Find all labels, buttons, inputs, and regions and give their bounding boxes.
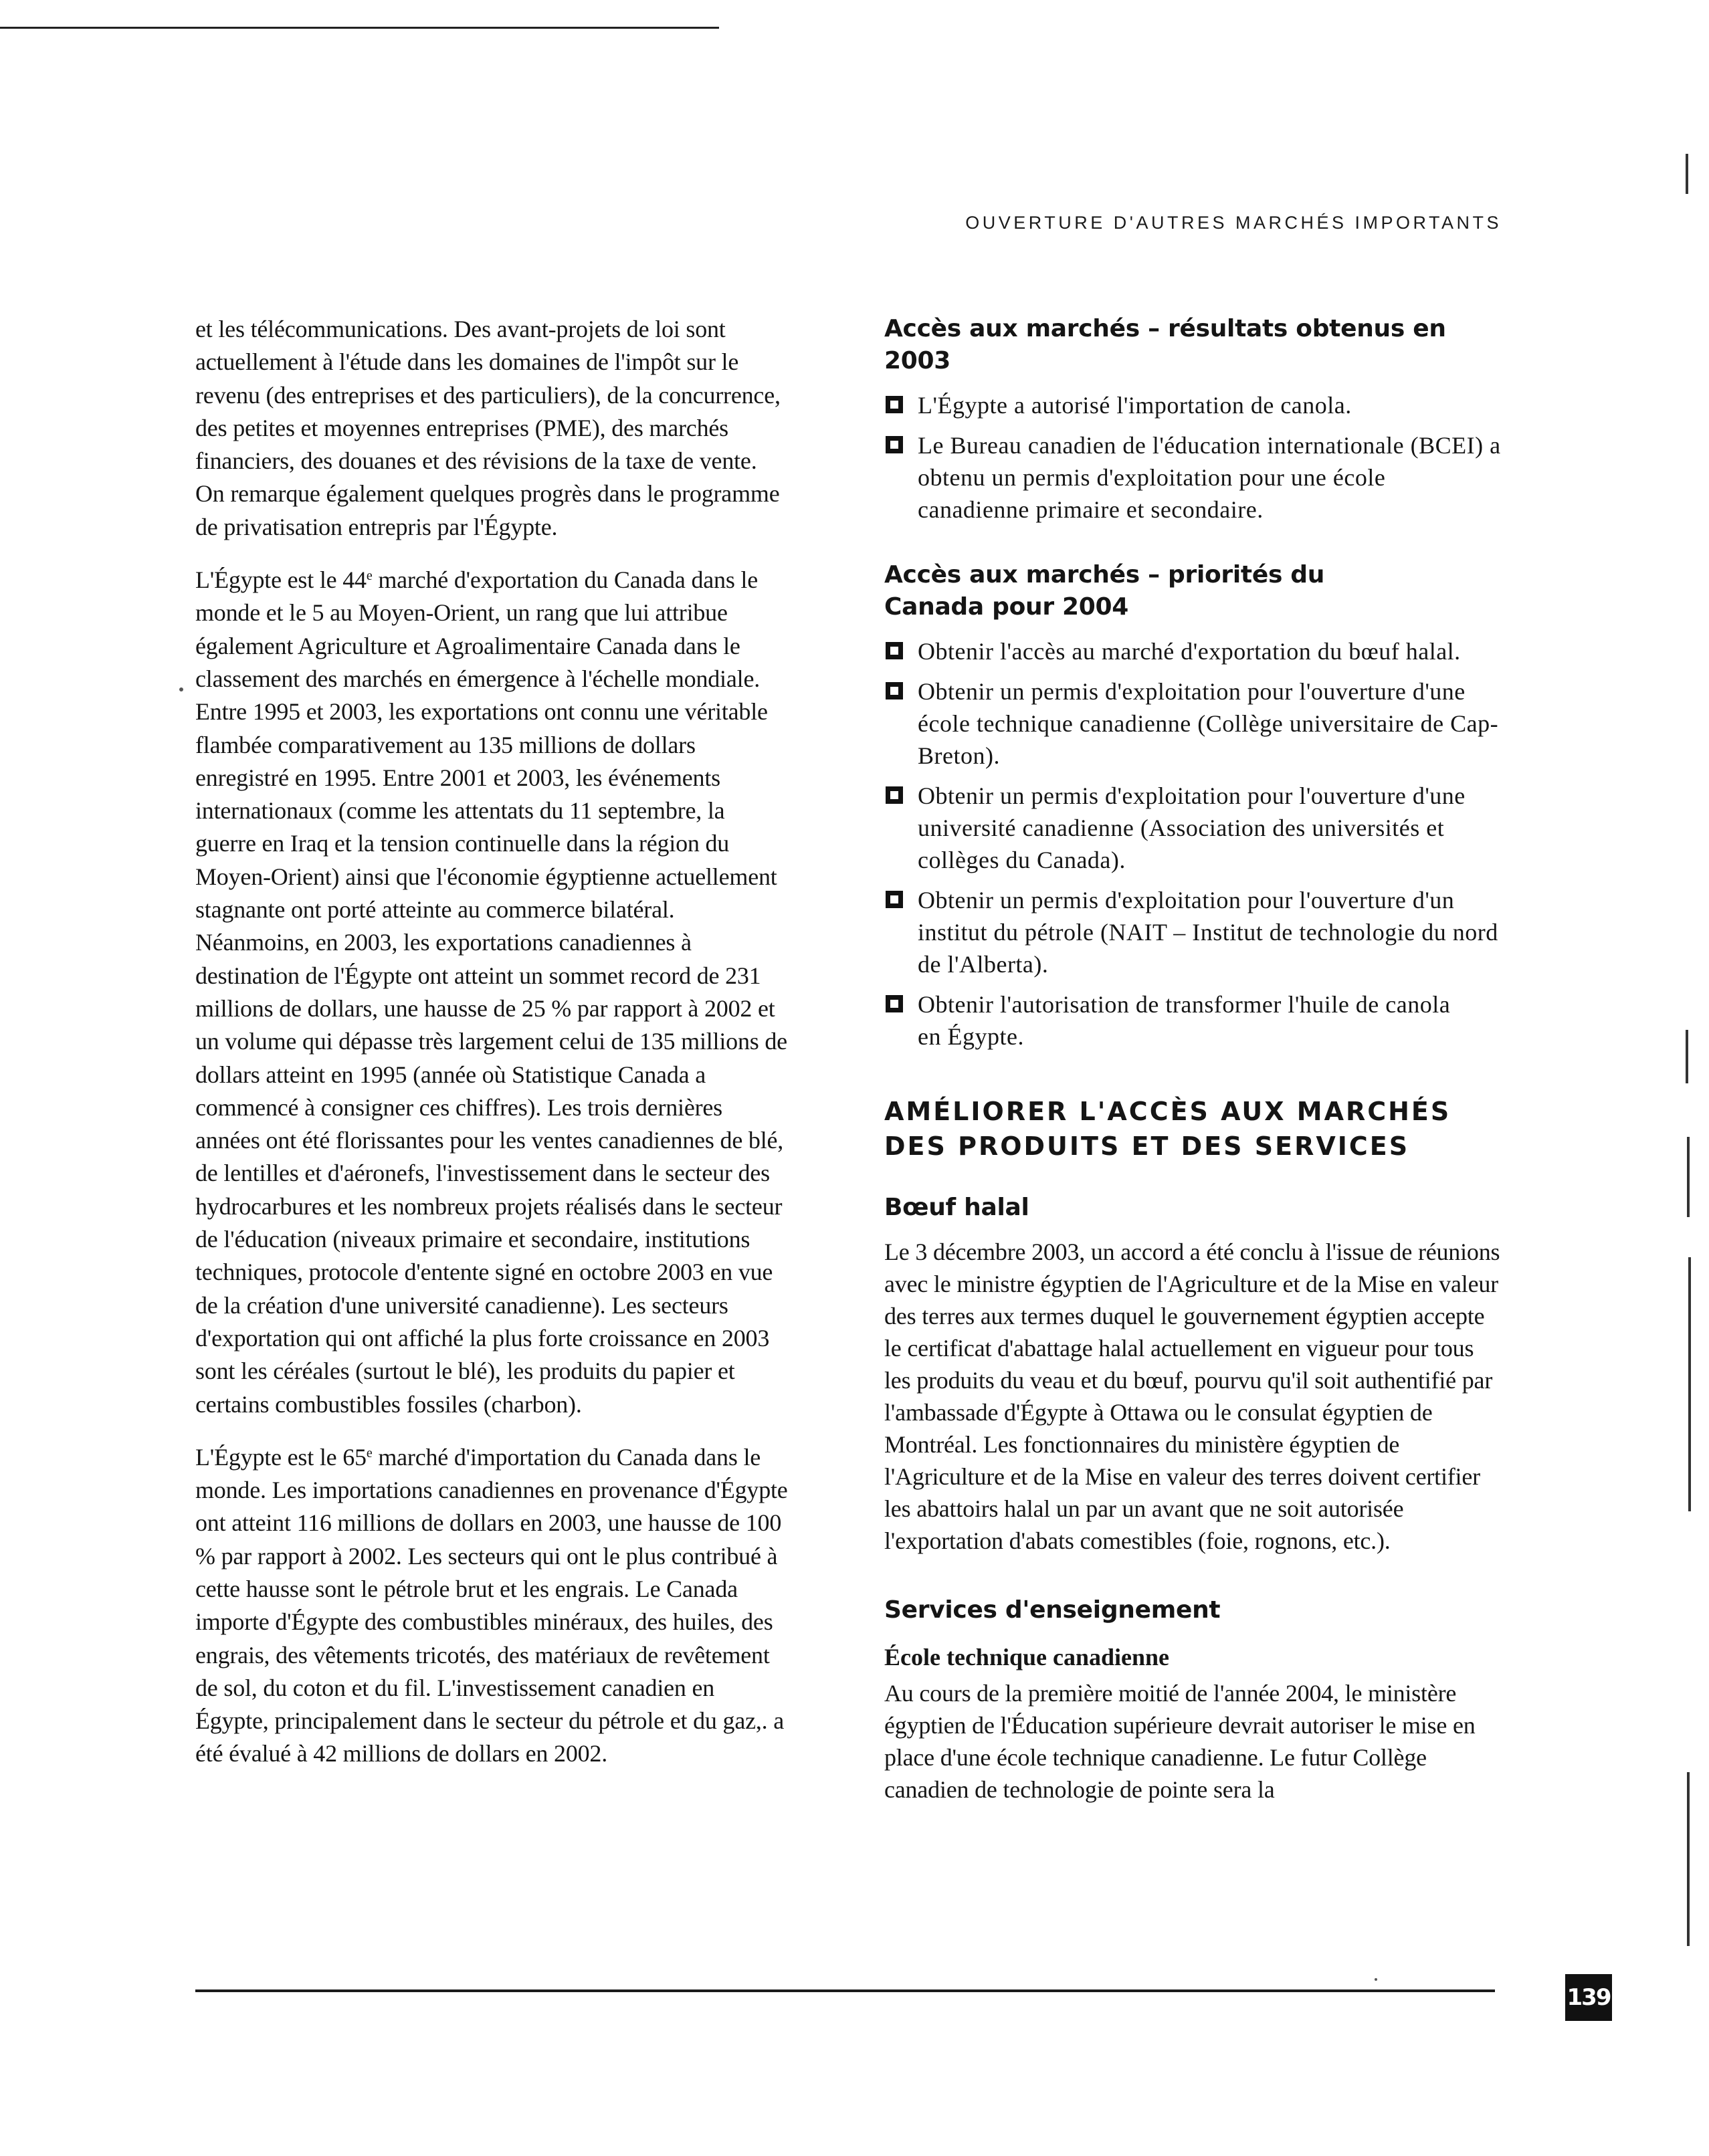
left-column xyxy=(195,313,791,1791)
square-bullet-icon xyxy=(886,436,903,453)
footer-rule xyxy=(195,1989,1495,1992)
paragraph-intro: et les télécommunications. Des avant-projets de loi sont actuellement à l'étude dans les domaines de l'impôt sur le revenu (des entreprises et des particuliers), de la concurrence, des petites et moyennes entreprises (PME), des marchés financiers, des douanes et des révisions de la taxe de vente. On remarque également quelques progrès dans le programme de privatisation entrepris par l'Égypte. xyxy=(195,316,781,540)
scan-edge-mark xyxy=(1686,1030,1688,1083)
top-scan-rule xyxy=(0,27,719,29)
scan-edge-mark xyxy=(1687,1137,1690,1217)
square-bullet-icon xyxy=(886,642,903,659)
heading-boeuf-halal: Bœuf halal xyxy=(884,1194,1029,1221)
heading-results-2003: Accès aux marchés – résultats obtenus en 2003 xyxy=(884,315,1446,374)
scan-edge-mark xyxy=(1688,1257,1691,1511)
right-column xyxy=(884,313,1503,1826)
heading-ecole-technique: École technique canadienne xyxy=(884,1644,1170,1670)
scan-speck xyxy=(179,687,183,691)
square-bullet-icon xyxy=(886,995,903,1012)
square-bullet-icon xyxy=(886,891,903,908)
square-bullet-icon xyxy=(886,682,903,699)
square-bullet-icon xyxy=(886,396,903,413)
page-number: 139 xyxy=(1565,1974,1612,2021)
paragraph-exports: L'Égypte est le 44e marché d'exportation du Canada dans le monde et le 5 au Moyen-Orient, un rang que lui attribue également Agriculture et Agroalimentaire Canada dans le classement des marchés en émergence à l'échelle mondiale. Entre 1995 et 2003, les exportations ont connu une véritable flambée comparativement au 135 millions de dollars enregistré en 1995. Entre 2001 et 2003, les événements internationaux (comme les attentats du 11 septembre, la guerre en Iraq et la tension continuelle dans la région du Moyen-Orient) ainsi que l'économie égyptienne actuellement stagnante ont porté atteinte au commerce bilatéral. Néanmoins, en 2003, les exportations canadiennes à destination de l'Égypte ont atteint un sommet record de 231 millions de dollars, une hausse de 25 % par rapport à 2002 et un volume qui dépasse très largement celui de 135 millions de dollars atteint en 1995 (année où Statistique Canada a commencé à consigner ces chiffres). Les trois dernières années ont été florissantes pour les ventes canadiennes de blé, de lentilles et d'aéronefs, l'investissement dans le secteur des hydrocarbures et les nombreux projets réalisés dans le secteur de l'éducation (niveaux primaire et secondaire, institutions techniques, protocole d'entente signé en octobre 2003 en vue de la création d'une université canadienne). Les secteurs d'exportation qui ont affiché la plus forte croissance en 2003 sont les céréales (surtout le blé), les produits du papier et certains combustibles fossiles (charbon). xyxy=(195,566,787,1418)
paragraph-boeuf-halal: Le 3 décembre 2003, un accord a été conclu à l'issue de réunions avec le ministre égyptien de l'Agriculture et de la Mise en valeur des terres aux termes duquel le gouvernement égyptien accepte le certificat d'abattage halal actuellement en vigueur pour tous les produits du veau et du bœuf, pourvu qu'il soit authentifié par l'ambassade d'Égypte à Ottawa ou le consulat égyptien de Montréal. Les fonctionnaires du ministère égyptien de l'Agriculture et de la Mise en valeur des terres doivent certifier les abattoirs halal un par un avant que ne soit autorisée l'exportation d'abats comestibles (foie, rognons, etc.). xyxy=(884,1238,1500,1554)
heading-services-enseignement: Services d'enseignement xyxy=(884,1596,1221,1624)
list-item: Obtenir un permis d'exploitation pour l'ouverture d'un institut du pétrole (NAIT – Institut de technologie du nord de l'Alberta). xyxy=(884,884,1503,980)
scan-edge-mark xyxy=(1686,154,1688,194)
running-head: OUVERTURE D'AUTRES MARCHÉS IMPORTANTS xyxy=(965,213,1502,233)
list-item: L'Égypte a autorisé l'importation de canola. xyxy=(884,389,1503,421)
list-item: Obtenir un permis d'exploitation pour l'ouverture d'une université canadienne (Association des universités et collèges du Canada). xyxy=(884,780,1503,876)
list-item: Obtenir l'autorisation de transformer l'huile de canola en Égypte. xyxy=(884,988,1466,1053)
section-heading: AMÉLIORER L'ACCÈS AUX MARCHÉS DES PRODUITS ET DES SERVICES xyxy=(884,1097,1451,1161)
paragraph-ecole-technique: Au cours de la première moitié de l'année 2004, le ministère égyptien de l'Éducation supérieure devrait autoriser le mise en place d'une école technique canadienne. Le futur Collège canadien de technologie de pointe sera la xyxy=(884,1680,1476,1803)
scan-edge-mark xyxy=(1687,1772,1690,1946)
priorities-list xyxy=(884,635,1503,1053)
scan-speck xyxy=(1375,1978,1377,1981)
square-bullet-icon xyxy=(886,786,903,804)
list-item: Obtenir un permis d'exploitation pour l'ouverture d'une école technique canadienne (Collège universitaire de Cap-Breton). xyxy=(884,675,1503,772)
list-item: Obtenir l'accès au marché d'exportation du bœuf halal. xyxy=(884,635,1466,667)
results-list xyxy=(884,389,1503,526)
heading-priorities-2004: Accès aux marchés – priorités du Canada pour 2004 xyxy=(884,561,1325,621)
paragraph-imports: L'Égypte est le 65e marché d'importation du Canada dans le monde. Les importations canadiennes en provenance d'Égypte ont atteint 116 millions de dollars en 2003, une hausse de 100 % par rapport à 2002. Les secteurs qui ont le plus contribué à cette hausse sont le pétrole brut et les engrais. Le Canada importe d'Égypte des combustibles minéraux, des huiles, des engrais, des vêtements tricotés, des matériaux de revêtement de sol, du coton et du fil. L'investissement canadien en Égypte, principalement dans le secteur du pétrole et du gaz,. a été évalué à 42 millions de dollars en 2002. xyxy=(195,1443,788,1767)
list-item: Le Bureau canadien de l'éducation internationale (BCEI) a obtenu un permis d'exploitation pour une école canadienne primaire et secondaire. xyxy=(884,429,1503,526)
